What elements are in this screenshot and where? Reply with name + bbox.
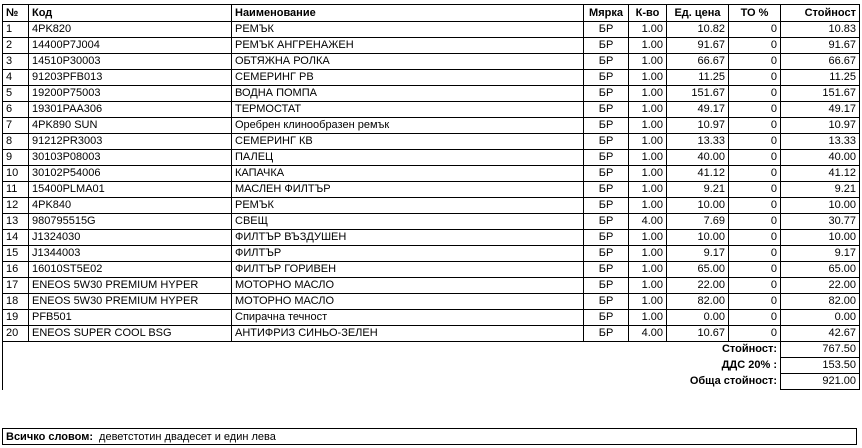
row-value: 11.25: [781, 70, 860, 86]
row-value: 66.67: [781, 54, 860, 70]
table-row: [3, 102, 860, 118]
row-price: 151.67: [667, 86, 729, 102]
table-row: [3, 22, 860, 38]
row-discount: 0: [729, 70, 781, 86]
row-price: 10.00: [667, 230, 729, 246]
row-price: 10.00: [667, 198, 729, 214]
row-num: 11: [3, 182, 29, 198]
row-name: ФИЛТЪР: [232, 246, 584, 262]
row-code: PFB501: [29, 310, 232, 326]
row-code: 19301PAA306: [29, 102, 232, 118]
row-discount: 0: [729, 278, 781, 294]
table-row: [3, 230, 860, 246]
row-price: 11.25: [667, 70, 729, 86]
row-unit: БР: [584, 326, 629, 342]
row-price: 49.17: [667, 102, 729, 118]
row-unit: БР: [584, 278, 629, 294]
row-qty: 1.00: [629, 134, 667, 150]
subtotal-value: 767.50: [781, 342, 860, 358]
items-table: [2, 4, 860, 390]
row-num: 1: [3, 22, 29, 38]
row-price: 13.33: [667, 134, 729, 150]
row-discount: 0: [729, 310, 781, 326]
row-discount: 0: [729, 86, 781, 102]
total-label: Обща стойност:: [667, 374, 781, 390]
row-unit: БР: [584, 294, 629, 310]
row-qty: 1.00: [629, 310, 667, 326]
row-unit: БР: [584, 118, 629, 134]
row-code: 30102P54006: [29, 166, 232, 182]
row-price: 41.12: [667, 166, 729, 182]
row-code: ENEOS 5W30 PREMIUM HYPER: [29, 294, 232, 310]
row-code: 14400P7J004: [29, 38, 232, 54]
row-price: 82.00: [667, 294, 729, 310]
row-qty: 1.00: [629, 278, 667, 294]
total-row: [3, 374, 860, 390]
col-header-qty: К-во: [629, 5, 667, 22]
row-name: Спирачна течност: [232, 310, 584, 326]
table-row: [3, 134, 860, 150]
row-qty: 1.00: [629, 182, 667, 198]
row-price: 9.21: [667, 182, 729, 198]
row-value: 42.67: [781, 326, 860, 342]
row-num: 15: [3, 246, 29, 262]
row-value: 10.83: [781, 22, 860, 38]
row-name: ПАЛЕЦ: [232, 150, 584, 166]
row-code: 4PK890 SUN: [29, 118, 232, 134]
row-discount: 0: [729, 150, 781, 166]
row-qty: 1.00: [629, 294, 667, 310]
table-row: [3, 198, 860, 214]
table-row: [3, 150, 860, 166]
table-row: [3, 294, 860, 310]
subtotal-row: [3, 342, 860, 358]
row-qty: 1.00: [629, 166, 667, 182]
row-value: 9.21: [781, 182, 860, 198]
row-num: 19: [3, 310, 29, 326]
vat-label: ДДС 20% :: [667, 358, 781, 374]
row-num: 12: [3, 198, 29, 214]
row-value: 9.17: [781, 246, 860, 262]
row-price: 40.00: [667, 150, 729, 166]
row-discount: 0: [729, 262, 781, 278]
row-qty: 4.00: [629, 214, 667, 230]
vat-value: 153.50: [781, 358, 860, 374]
row-name: МОТОРНО МАСЛО: [232, 278, 584, 294]
row-price: 7.69: [667, 214, 729, 230]
table-row: [3, 278, 860, 294]
row-discount: 0: [729, 294, 781, 310]
row-code: ENEOS 5W30 PREMIUM HYPER: [29, 278, 232, 294]
row-name: ОБТЯЖНА РОЛКА: [232, 54, 584, 70]
row-code: 19200P75003: [29, 86, 232, 102]
row-name: ВОДНА ПОМПА: [232, 86, 584, 102]
row-value: 65.00: [781, 262, 860, 278]
subtotal-label: Стойност:: [667, 342, 781, 358]
row-value: 49.17: [781, 102, 860, 118]
amount-in-words: [2, 428, 857, 445]
row-unit: БР: [584, 70, 629, 86]
row-num: 3: [3, 54, 29, 70]
row-value: 10.97: [781, 118, 860, 134]
row-name: Оребрен клинообразен ремък: [232, 118, 584, 134]
row-discount: 0: [729, 214, 781, 230]
row-name: СЕМЕРИНГ КВ: [232, 134, 584, 150]
row-name: ТЕРМОСТАТ: [232, 102, 584, 118]
row-value: 91.67: [781, 38, 860, 54]
amount-in-words-value: деветстотин двадесет и един лева: [99, 431, 276, 443]
row-unit: БР: [584, 198, 629, 214]
row-discount: 0: [729, 118, 781, 134]
table-row: [3, 118, 860, 134]
row-qty: 1.00: [629, 102, 667, 118]
row-qty: 1.00: [629, 54, 667, 70]
row-unit: БР: [584, 166, 629, 182]
row-name: СЕМЕРИНГ РВ: [232, 70, 584, 86]
row-name: МОТОРНО МАСЛО: [232, 294, 584, 310]
table-row: [3, 262, 860, 278]
row-value: 151.67: [781, 86, 860, 102]
table-row: [3, 54, 860, 70]
row-qty: 1.00: [629, 150, 667, 166]
row-value: 41.12: [781, 166, 860, 182]
row-name: КАПАЧКА: [232, 166, 584, 182]
amount-in-words-label: Всичко словом:: [6, 431, 94, 443]
row-num: 10: [3, 166, 29, 182]
table-row: [3, 214, 860, 230]
row-qty: 1.00: [629, 198, 667, 214]
row-unit: БР: [584, 134, 629, 150]
col-header-name: Наименование: [232, 5, 584, 22]
col-header-value: Стойност: [781, 5, 860, 22]
row-num: 18: [3, 294, 29, 310]
row-num: 2: [3, 38, 29, 54]
row-num: 20: [3, 326, 29, 342]
row-unit: БР: [584, 262, 629, 278]
row-num: 16: [3, 262, 29, 278]
row-code: J1344003: [29, 246, 232, 262]
row-num: 7: [3, 118, 29, 134]
row-price: 91.67: [667, 38, 729, 54]
table-row: [3, 310, 860, 326]
row-value: 0.00: [781, 310, 860, 326]
row-unit: БР: [584, 102, 629, 118]
row-code: 15400PLMA01: [29, 182, 232, 198]
row-value: 30.77: [781, 214, 860, 230]
row-price: 10.97: [667, 118, 729, 134]
row-num: 6: [3, 102, 29, 118]
row-discount: 0: [729, 102, 781, 118]
row-qty: 4.00: [629, 326, 667, 342]
table-row: [3, 326, 860, 342]
row-price: 66.67: [667, 54, 729, 70]
col-header-code: Код: [29, 5, 232, 22]
row-discount: 0: [729, 38, 781, 54]
row-discount: 0: [729, 230, 781, 246]
row-code: 14510P30003: [29, 54, 232, 70]
row-value: 13.33: [781, 134, 860, 150]
col-header-discount: ТО %: [729, 5, 781, 22]
row-discount: 0: [729, 166, 781, 182]
row-discount: 0: [729, 246, 781, 262]
row-code: 4PK820: [29, 22, 232, 38]
table-row: [3, 38, 860, 54]
row-name: РЕМЪК: [232, 22, 584, 38]
row-discount: 0: [729, 134, 781, 150]
table-row: [3, 70, 860, 86]
row-code: 91212PR3003: [29, 134, 232, 150]
row-value: 10.00: [781, 198, 860, 214]
row-unit: БР: [584, 310, 629, 326]
row-num: 14: [3, 230, 29, 246]
table-header-row: [3, 5, 860, 22]
row-discount: 0: [729, 182, 781, 198]
table-row: [3, 182, 860, 198]
col-header-unit: Мярка: [584, 5, 629, 22]
row-price: 10.67: [667, 326, 729, 342]
row-unit: БР: [584, 54, 629, 70]
row-code: J1324030: [29, 230, 232, 246]
row-price: 22.00: [667, 278, 729, 294]
row-qty: 1.00: [629, 86, 667, 102]
row-discount: 0: [729, 198, 781, 214]
table-row: [3, 246, 860, 262]
row-name: МАСЛЕН ФИЛТЪР: [232, 182, 584, 198]
row-name: РЕМЪК: [232, 198, 584, 214]
row-price: 65.00: [667, 262, 729, 278]
row-num: 13: [3, 214, 29, 230]
row-name: АНТИФРИЗ СИНЬО-ЗЕЛЕН: [232, 326, 584, 342]
row-code: 980795515G: [29, 214, 232, 230]
row-unit: БР: [584, 22, 629, 38]
row-price: 10.82: [667, 22, 729, 38]
total-value: 921.00: [781, 374, 860, 390]
row-name: ФИЛТЪР ВЪЗДУШЕН: [232, 230, 584, 246]
row-price: 0.00: [667, 310, 729, 326]
row-num: 4: [3, 70, 29, 86]
row-qty: 1.00: [629, 38, 667, 54]
row-price: 9.17: [667, 246, 729, 262]
row-code: ENEOS SUPER COOL BSG: [29, 326, 232, 342]
row-qty: 1.00: [629, 262, 667, 278]
row-qty: 1.00: [629, 22, 667, 38]
row-num: 8: [3, 134, 29, 150]
row-name: РЕМЪК АНГРЕНАЖЕН: [232, 38, 584, 54]
col-header-price: Ед. цена: [667, 5, 729, 22]
row-code: 4PK840: [29, 198, 232, 214]
row-name: ФИЛТЪР ГОРИВЕН: [232, 262, 584, 278]
row-value: 40.00: [781, 150, 860, 166]
row-unit: БР: [584, 230, 629, 246]
row-value: 10.00: [781, 230, 860, 246]
row-qty: 1.00: [629, 70, 667, 86]
table-row: [3, 166, 860, 182]
row-discount: 0: [729, 326, 781, 342]
row-qty: 1.00: [629, 246, 667, 262]
row-unit: БР: [584, 86, 629, 102]
row-unit: БР: [584, 150, 629, 166]
row-code: 30103P08003: [29, 150, 232, 166]
row-value: 22.00: [781, 278, 860, 294]
row-code: 91203PFB013: [29, 70, 232, 86]
row-num: 5: [3, 86, 29, 102]
table-row: [3, 86, 860, 102]
row-unit: БР: [584, 182, 629, 198]
row-name: СВЕЩ: [232, 214, 584, 230]
row-unit: БР: [584, 38, 629, 54]
row-unit: БР: [584, 246, 629, 262]
row-qty: 1.00: [629, 118, 667, 134]
row-num: 17: [3, 278, 29, 294]
col-header-num: №: [3, 5, 29, 22]
row-num: 9: [3, 150, 29, 166]
row-discount: 0: [729, 22, 781, 38]
row-unit: БР: [584, 214, 629, 230]
row-discount: 0: [729, 54, 781, 70]
vat-row: [3, 358, 860, 374]
row-value: 82.00: [781, 294, 860, 310]
row-qty: 1.00: [629, 230, 667, 246]
row-code: 16010ST5E02: [29, 262, 232, 278]
